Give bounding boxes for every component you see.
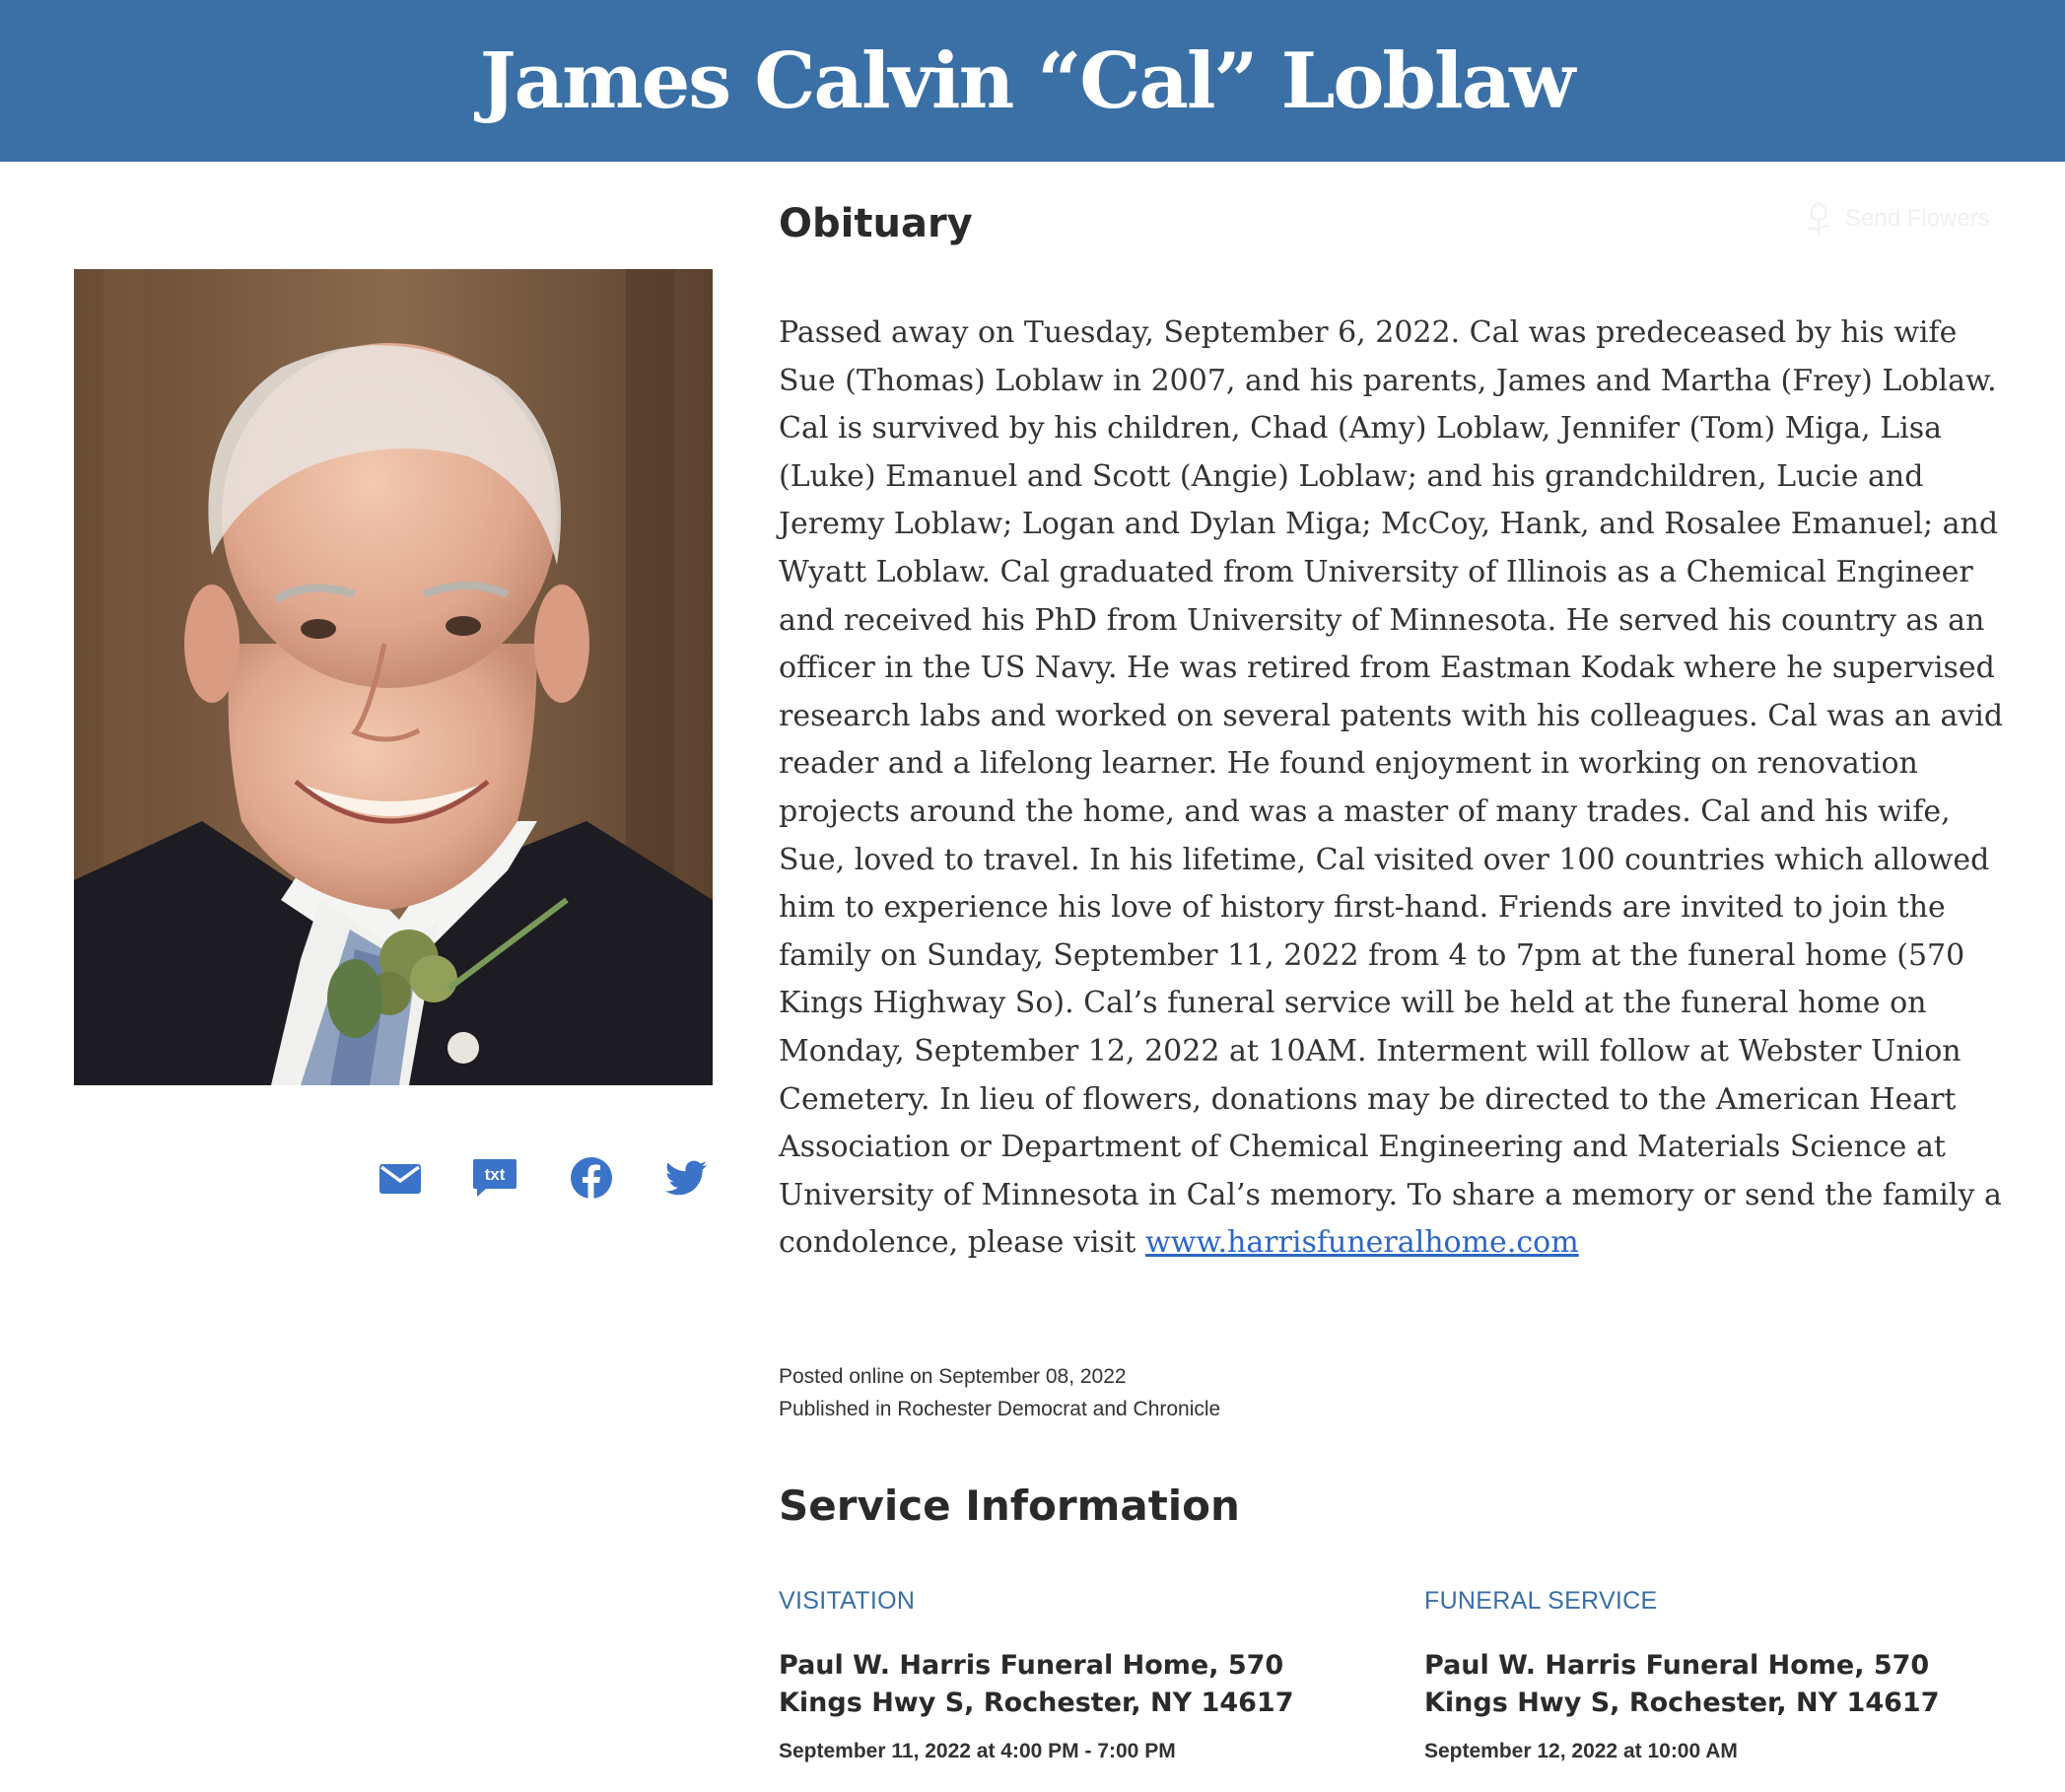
email-icon bbox=[379, 1153, 422, 1203]
service-type: FUNERAL SERVICE bbox=[1424, 1587, 1658, 1615]
share-text-button[interactable] bbox=[472, 1153, 517, 1203]
twitter-icon bbox=[663, 1153, 709, 1203]
publication-info bbox=[779, 1360, 1220, 1425]
page-header bbox=[0, 0, 2065, 162]
portrait-photo bbox=[74, 269, 713, 1085]
funeral-home-link[interactable]: www.harrisfuneralhome.com bbox=[1145, 1225, 1579, 1261]
send-flowers-button[interactable] bbox=[1804, 199, 1990, 239]
visitation-card bbox=[779, 1587, 1370, 1763]
service-location: Paul W. Harris Funeral Home, 570 Kings Hwy S, Rochester, NY 14617 bbox=[779, 1650, 1294, 1718]
share-facebook-button[interactable] bbox=[569, 1153, 614, 1203]
send-flowers-label: Send Flowers bbox=[1845, 205, 1990, 232]
published-in: Published in Rochester Democrat and Chronicle bbox=[779, 1398, 1221, 1420]
obituary-heading: Obituary bbox=[779, 201, 973, 246]
share-email-button[interactable] bbox=[379, 1153, 422, 1203]
service-location: Paul W. Harris Funeral Home, 570 Kings Hwy S, Rochester, NY 14617 bbox=[1424, 1650, 1940, 1718]
facebook-icon bbox=[569, 1153, 614, 1203]
service-datetime: September 12, 2022 at 10:00 AM bbox=[1424, 1740, 1738, 1762]
share-twitter-button[interactable] bbox=[663, 1153, 709, 1203]
txt-icon bbox=[472, 1153, 517, 1203]
service-information-heading: Service Information bbox=[779, 1482, 1240, 1530]
obituary-body: Passed away on Tuesday, September 6, 2022. Cal was predeceased by his wife Sue (Thomas) Loblaw in 2007, and his parents, James and Martha (Frey) Loblaw. Cal is survived by his children, Chad (Amy) Loblaw, Jennifer (Tom) Miga, Lisa (Luke) Emanuel and Scott (Angie) Loblaw; and his grandchildren, Lucie and Jeremy Loblaw; Logan and Dylan Miga; McCoy, Hank, and Rosalee Emanuel; and Wyatt Loblaw. Cal graduated from University of Illinois as a Chemical Engineer and received his PhD from University of Minnesota. He served his country as an officer in the US Navy. He was retired from Eastman Kodak where he supervised research labs and worked on several patents with his colleagues. Cal was an avid reader and a lifelong learner. He found enjoyment in working on renovation projects around the home, and was a master of many trades. Cal and his wife, Sue, loved to travel. In his lifetime, Cal visited over 100 countries which allowed him to experience his love of history first-hand. Friends are invited to join the family on Sunday, September 11, 2022 from 4 to 7pm at the funeral home (570 Kings Highway So). Cal’s funeral service will be held at the funeral home on Monday, September 12, 2022 at 10AM. Interment will follow at Webster Union Cemetery. In lieu of flowers, donations may be directed to the American Heart Association or Department of Chemical Engineering and Materials Science at University of Minnesota in Cal’s memory. To share a memory or send the family a condolence, please visit bbox=[779, 315, 2004, 1261]
page-title: James Calvin “Cal” Loblaw bbox=[479, 35, 1574, 126]
posted-date: Posted online on September 08, 2022 bbox=[779, 1365, 1127, 1388]
obituary-text bbox=[779, 310, 2016, 1268]
service-type: VISITATION bbox=[779, 1587, 916, 1615]
svg-text:txt: txt bbox=[484, 1165, 506, 1184]
funeral-service-card bbox=[1424, 1587, 2016, 1763]
flower-icon bbox=[1804, 199, 1833, 239]
service-datetime: September 11, 2022 at 4:00 PM - 7:00 PM bbox=[779, 1740, 1176, 1762]
